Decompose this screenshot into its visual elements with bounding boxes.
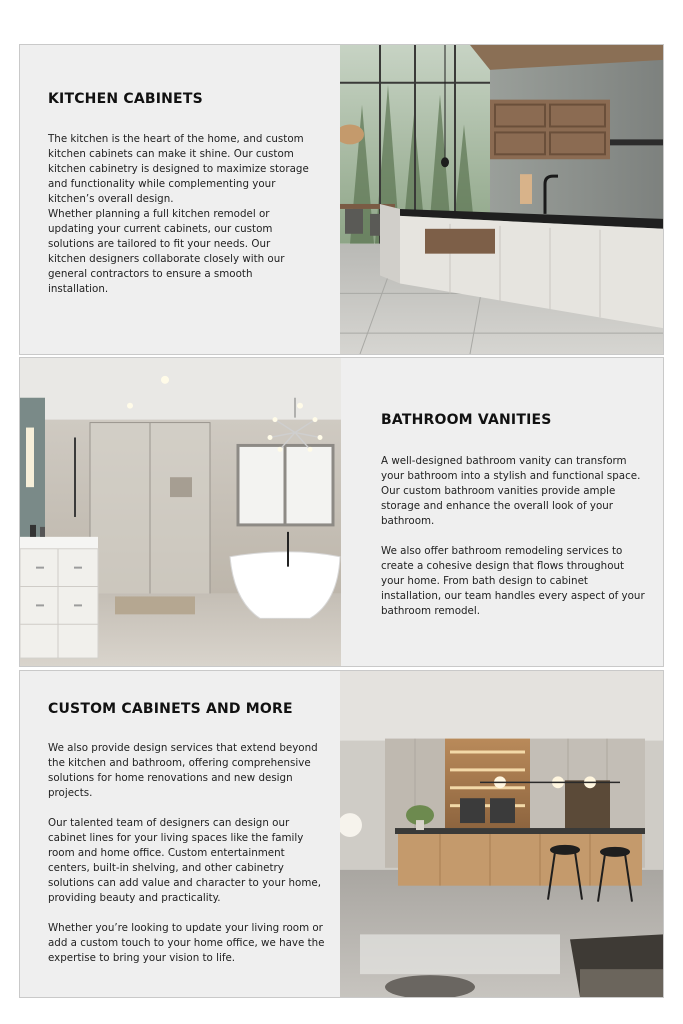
kitchen-cabinets-text-block (20, 45, 342, 354)
kitchen-cabinets-section (19, 44, 664, 355)
custom-cabinets-section (19, 670, 664, 998)
custom-cabinets-heading: CUSTOM CABINETS AND MORE (48, 701, 293, 717)
custom-cabinets-text-block (20, 671, 342, 997)
modern-kitchen-photo (340, 45, 663, 354)
kitchen-cabinets-body (48, 132, 310, 297)
bathroom-vanities-section (19, 357, 664, 667)
custom-cabinets-paragraph: Our talented team of designers can design our cabinet lines for your living spaces like the family room and home office. Custom entertainment centers, built-in shelving, and other cabinetry solutions can add value and character to your home, providing beauty and practicality. (48, 817, 321, 904)
bathroom-vanities-paragraph: A well-designed bathroom vanity can transform your bathroom into a stylish and functional space. Our custom bathroom vanities provide ample storage and enhance the overall look of your bathroom. (381, 455, 641, 527)
kitchen-cabinets-paragraph: Whether planning a full kitchen remodel or updating your current cabinets, our custom solutions are tailored to fit your needs. Our kitchen designers collaborate closely with our general contractors to ensure a smooth installation. (48, 208, 285, 295)
open-plan-kitchen-photo (340, 671, 663, 997)
kitchen-cabinets-heading: KITCHEN CABINETS (48, 91, 203, 107)
bathroom-vanities-heading: BATHROOM VANITIES (381, 412, 552, 428)
custom-cabinets-paragraph: Whether you’re looking to update your living room or add a custom touch to your home office, we have the expertise to bring your vision to life. (48, 922, 325, 964)
bathroom-vanity-photo (20, 358, 343, 666)
bathroom-vanities-paragraph: We also offer bathroom remodeling services to create a cohesive design that flows throughout your home. From bath design to cabinet installation, our team handles every aspect of your bathroom remodel. (381, 545, 645, 617)
custom-cabinets-paragraph: We also provide design services that extend beyond the kitchen and bathroom, offering comprehensive solutions for home renovations and new design projects. (48, 742, 318, 799)
bathroom-vanities-body (381, 454, 645, 619)
bathroom-vanities-text-block (341, 358, 663, 666)
custom-cabinets-body (48, 741, 328, 966)
kitchen-cabinets-paragraph: The kitchen is the heart of the home, and custom kitchen cabinets can make it shine. Our custom kitchen cabinetry is designed to maximize storage and functionality while complementing your kitchen’s overall design. (48, 133, 309, 205)
